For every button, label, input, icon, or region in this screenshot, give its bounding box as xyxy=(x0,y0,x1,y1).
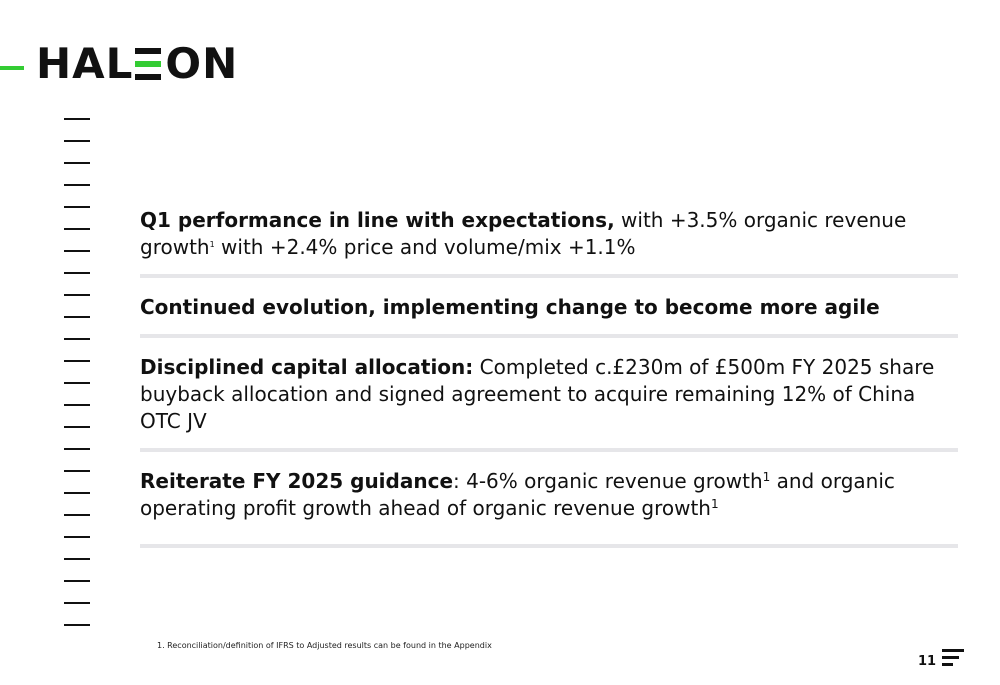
divider xyxy=(140,334,958,338)
footnote: 1. Reconciliation/definition of IFRS to Adjusted results can be found in the Appendix xyxy=(157,641,492,650)
divider xyxy=(140,274,958,278)
haleon-logo: HAL ON xyxy=(36,39,239,88)
key-point-heading: Reiterate FY 2025 guidance xyxy=(140,469,454,493)
key-point-text: with +3.5% organic revenue growth xyxy=(140,208,907,259)
footnote-ref: 1 xyxy=(209,240,215,249)
key-points xyxy=(140,207,958,564)
key-point-q1-performance xyxy=(140,207,958,261)
key-point-capital-allocation xyxy=(140,354,958,435)
key-point-text: with +2.4% price and volume/mix +1.1% xyxy=(214,235,636,259)
key-point-text: : 4-6% organic revenue growth xyxy=(453,469,763,493)
footnote-ref: 1 xyxy=(710,497,719,511)
decorative-side-lines xyxy=(64,118,90,646)
divider xyxy=(140,544,958,548)
key-point-heading: Disciplined capital allocation: xyxy=(140,355,474,379)
menu-lines-icon xyxy=(942,649,966,669)
footnote-ref: 1 xyxy=(762,470,771,484)
brand-accent-dash xyxy=(0,66,24,70)
key-point-guidance xyxy=(140,468,958,522)
page-number: 11 xyxy=(918,654,937,669)
key-point-continued-evolution xyxy=(140,294,958,321)
divider xyxy=(140,448,958,452)
key-point-heading: Continued evolution, implementing change to become more agile xyxy=(140,295,880,319)
key-point-heading: Q1 performance in line with expectations, xyxy=(140,208,615,232)
key-point-text: and organic operating profit growth ahead of organic revenue growth xyxy=(140,469,895,520)
key-point-text: Completed c.£230m of £500m FY 2025 share buyback allocation and signed agreement to acquire remaining 12% of China OTC JV xyxy=(140,355,935,433)
